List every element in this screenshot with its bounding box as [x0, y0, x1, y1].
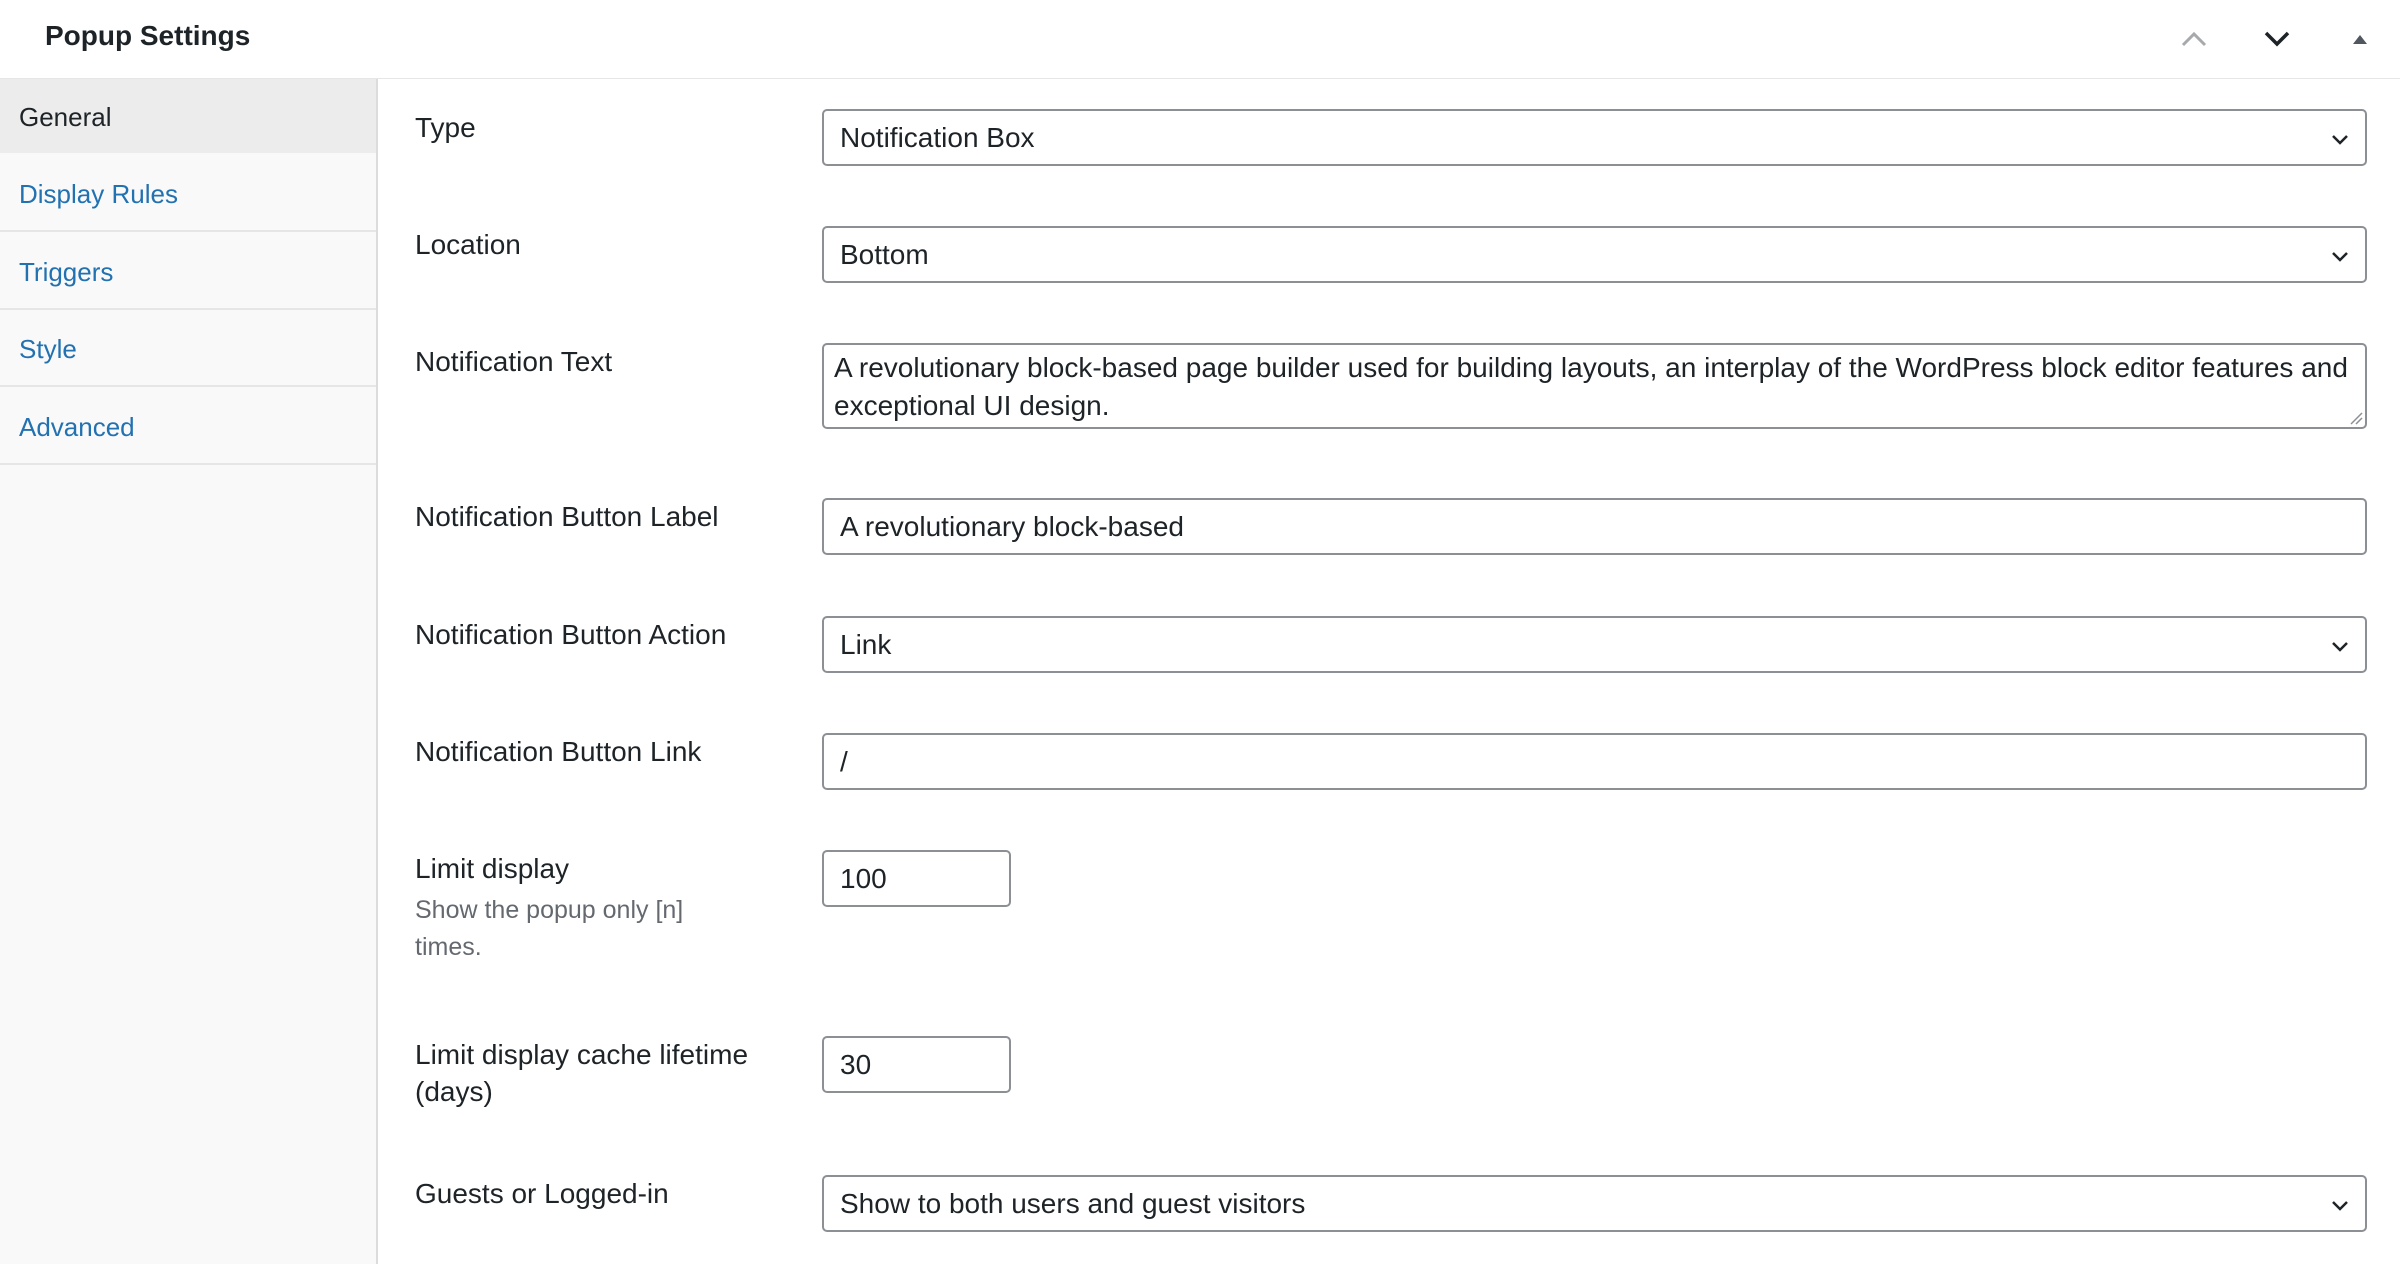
- type-select[interactable]: [822, 109, 2367, 166]
- cache-lifetime-input[interactable]: [822, 1036, 1011, 1093]
- location-label: Location: [415, 229, 521, 260]
- limit-display-input[interactable]: [822, 850, 1011, 907]
- button-action-select[interactable]: [822, 616, 2367, 673]
- resize-grip-icon[interactable]: [2347, 409, 2363, 425]
- chevron-down-icon: [2262, 29, 2292, 49]
- tab-general[interactable]: General: [0, 79, 376, 155]
- button-action-label: Notification Button Action: [415, 619, 727, 650]
- panel-title: Popup Settings: [45, 20, 251, 51]
- move-up-button[interactable]: [2168, 14, 2220, 64]
- guests-label: Guests or Logged-in: [415, 1178, 669, 1209]
- limit-display-description-line2: times.: [415, 933, 482, 961]
- tab-style[interactable]: Style: [0, 311, 376, 387]
- button-label-value: A revolutionary block-based: [840, 511, 1184, 542]
- notification-text-textarea[interactable]: [822, 343, 2367, 429]
- limit-display-label: Limit display: [415, 853, 570, 884]
- cache-lifetime-label-line1: Limit display cache lifetime: [415, 1039, 749, 1070]
- location-select[interactable]: [822, 226, 2367, 283]
- limit-display-value: 100: [840, 863, 887, 894]
- tab-display-rules[interactable]: Display Rules: [0, 156, 376, 232]
- button-link-value: /: [840, 746, 848, 777]
- cache-lifetime-value: 30: [840, 1049, 872, 1080]
- button-link-label: Notification Button Link: [415, 736, 702, 767]
- button-link-input[interactable]: [822, 733, 2367, 790]
- chevron-up-icon: [2179, 29, 2209, 49]
- button-label-label: Notification Button Label: [415, 501, 719, 532]
- settings-tabs: [0, 79, 378, 1264]
- panel-header: [0, 0, 2400, 79]
- chevron-down-icon: [2329, 128, 2351, 150]
- chevron-down-icon: [2329, 245, 2351, 267]
- guests-select[interactable]: [822, 1175, 2367, 1232]
- tab-advanced[interactable]: Advanced: [0, 389, 376, 465]
- notification-text-value: A revolutionary block-based page builder used for building layouts, an interplay of the WordPress block editor features and exceptional UI design.: [834, 352, 2348, 421]
- limit-display-description-line1: Show the popup only [n]: [415, 896, 684, 924]
- button-action-value: Link: [840, 629, 892, 660]
- notification-text-label: Notification Text: [415, 346, 613, 377]
- cache-lifetime-label-line2: (days): [415, 1076, 493, 1107]
- triangle-up-icon: [2350, 32, 2370, 46]
- toggle-panel-button[interactable]: [2334, 14, 2386, 64]
- type-select-value: Notification Box: [840, 122, 1035, 153]
- chevron-down-icon: [2329, 1194, 2351, 1216]
- move-down-button[interactable]: [2251, 14, 2303, 64]
- button-label-input[interactable]: [822, 498, 2367, 555]
- chevron-down-icon: [2329, 635, 2351, 657]
- tab-triggers[interactable]: Triggers: [0, 234, 376, 310]
- type-label: Type: [415, 112, 476, 143]
- location-select-value: Bottom: [840, 239, 929, 270]
- guests-select-value: Show to both users and guest visitors: [840, 1188, 1306, 1219]
